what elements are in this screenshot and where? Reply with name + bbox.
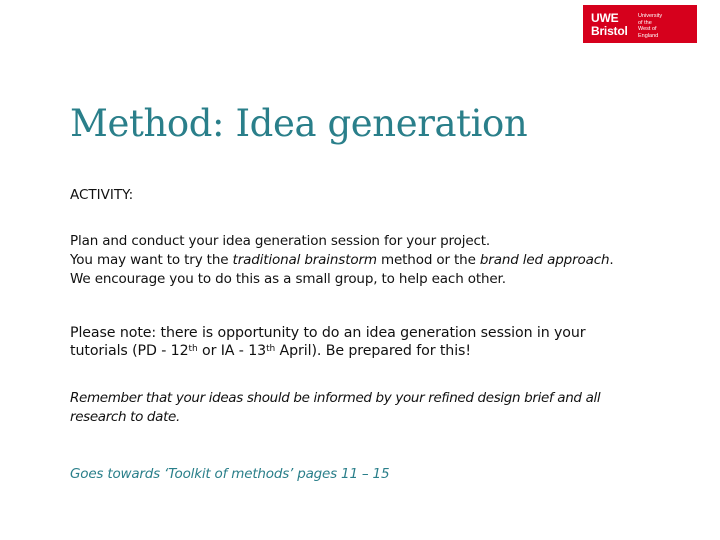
slide-title: Method: Idea generation — [70, 102, 528, 145]
remember-paragraph — [70, 389, 600, 427]
note-line-1: Please note: there is opportunity to do an idea generation session in your — [70, 325, 586, 341]
logo-sub-line: West of — [638, 26, 657, 32]
logo-sub-line: of the — [638, 19, 652, 26]
traditional-brainstorm-text: traditional brainstorm — [232, 252, 377, 268]
plan-text: You may want to try the — [70, 252, 233, 268]
logo-wordmark — [591, 12, 628, 38]
plan-paragraph — [70, 232, 614, 289]
uwe-bristol-logo — [583, 5, 697, 43]
activity-label: ACTIVITY: — [70, 187, 134, 203]
logo-line-bristol: Bristol — [591, 24, 628, 38]
plan-text: . — [609, 252, 614, 268]
plan-line-2 — [70, 251, 614, 270]
note-paragraph — [70, 324, 586, 360]
note-text: or IA - 13 — [197, 343, 267, 359]
logo-sub-line: England — [638, 32, 659, 39]
goes-towards-note: Goes towards ‘Toolkit of methods’ pages 11 – 15 — [70, 466, 390, 482]
plan-text: method or the — [376, 252, 480, 268]
plan-line-1: Plan and conduct your idea generation session for your project. — [70, 233, 491, 249]
ordinal-suffix: th — [188, 344, 198, 354]
note-line-2 — [70, 342, 586, 360]
logo-line-uwe: UWE — [591, 11, 619, 25]
ordinal-suffix: th — [266, 344, 276, 354]
remember-line-2: research to date. — [70, 409, 180, 425]
plan-line-3: We encourage you to do this as a small group, to help each other. — [70, 271, 506, 287]
brand-led-approach-text: brand led approach — [479, 252, 610, 268]
logo-sub-line: University — [638, 13, 663, 19]
note-text: April). Be prepared for this! — [275, 343, 471, 359]
note-text: tutorials (PD - 12 — [70, 343, 189, 359]
logo-subtitle — [638, 13, 662, 39]
remember-line-1: Remember that your ideas should be informed by your refined design brief and all — [70, 390, 601, 406]
